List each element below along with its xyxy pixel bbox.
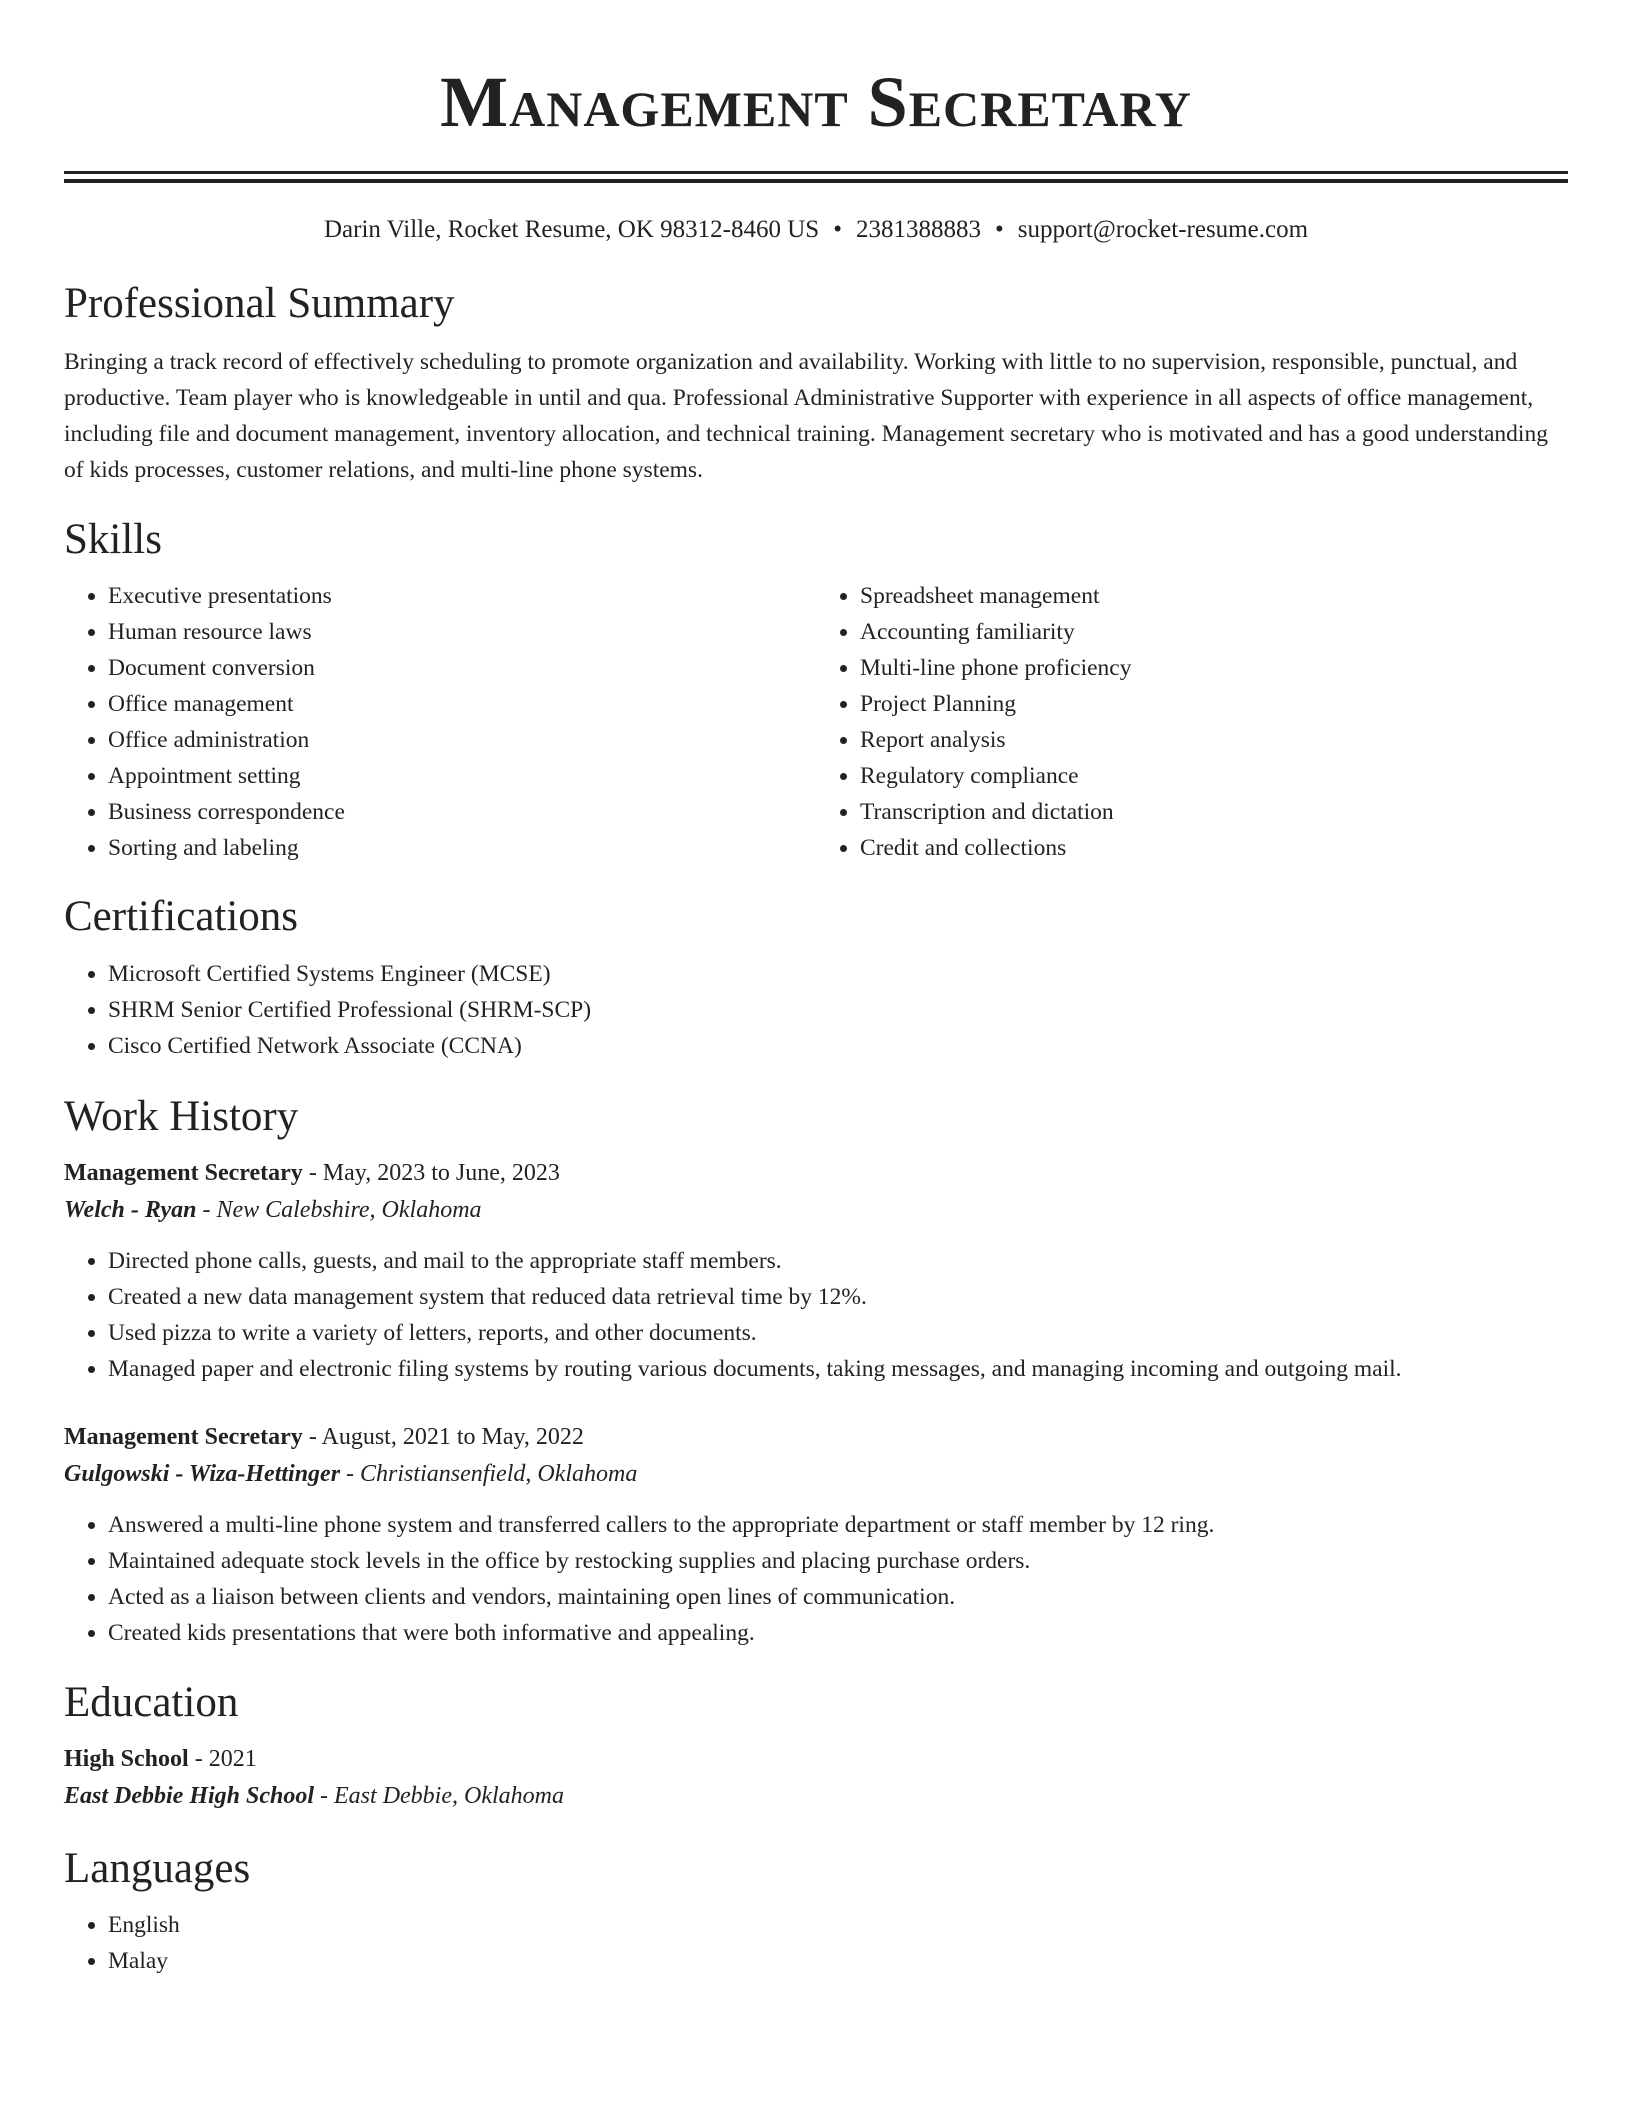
contact-email: support@rocket-resume.com — [1017, 216, 1309, 243]
job-company: Gulgowski - Wiza-Hettinger — [64, 1461, 341, 1487]
skill-item: • Report analysis — [860, 722, 1568, 758]
skill-item: • Sorting and labeling — [108, 830, 816, 866]
education-degree: High School — [64, 1746, 189, 1772]
contact-address: Darin Ville, Rocket Resume, OK 98312-8460 US — [323, 216, 820, 243]
job-title-line — [64, 1419, 1568, 1455]
education-degree-line — [64, 1741, 1568, 1777]
skill-item: • Document conversion — [108, 650, 816, 686]
job-entry — [64, 1419, 1568, 1651]
job-location: - New Calebshire, Oklahoma — [196, 1197, 482, 1223]
skill-item: • Transcription and dictation — [860, 794, 1568, 830]
job-duty-item: • Maintained adequate stock levels in the office by restocking supplies and placing purchase orders. — [108, 1543, 1568, 1579]
skills-heading: Skills — [64, 516, 162, 563]
resume-title: Management Secretary — [440, 62, 1192, 142]
certification-item: • SHRM Senior Certified Professional (SHRM-SCP) — [108, 992, 1568, 1028]
certifications-heading: Certifications — [64, 893, 299, 940]
job-duty-item: • Created kids presentations that were both informative and appealing. — [108, 1615, 1568, 1651]
education-location: - East Debbie, Oklahoma — [314, 1783, 564, 1809]
job-duty-item: • Directed phone calls, guests, and mail to the appropriate staff members. — [108, 1243, 1568, 1279]
job-duty-item: • Managed paper and electronic filing systems by routing various documents, taking messages, and managing incoming and outgoing mail. — [108, 1351, 1568, 1387]
job-title-line — [64, 1155, 1568, 1191]
skills-list — [64, 578, 1568, 866]
job-dates: - August, 2021 to May, 2022 — [302, 1424, 584, 1450]
skill-item: • Business correspondence — [108, 794, 816, 830]
education-school: East Debbie High School — [64, 1783, 315, 1809]
job-duty-item: • Created a new data management system that reduced data retrieval time by 12%. — [108, 1279, 1568, 1315]
skills-column-left — [64, 578, 816, 866]
skill-item: • Office management — [108, 686, 816, 722]
title-divider — [64, 171, 1568, 183]
summary-text: Bringing a track record of effectively scheduling to promote organization and availability. Working with little to no supervision, responsible, punctual, and productive. Team player who is knowledgeable in until and qua. Professional Administrative Supporter with experience in all aspects of office management, including file and document management, inventory allocation, and technical training. Management secretary who is motivated and has a good understanding of kids processes, customer relations, and multi-line phone systems. — [64, 349, 1548, 483]
job-dates: - May, 2023 to June, 2023 — [302, 1160, 560, 1186]
skill-item: • Executive presentations — [108, 578, 816, 614]
certifications-list — [64, 956, 1568, 1064]
job-duties-list — [64, 1507, 1568, 1651]
skill-item: • Multi-line phone proficiency — [860, 650, 1568, 686]
skill-item: • Regulatory compliance — [860, 758, 1568, 794]
summary-heading: Professional Summary — [64, 280, 455, 327]
language-item: • English — [108, 1907, 1568, 1943]
education-heading: Education — [64, 1679, 239, 1726]
skills-column-right — [816, 578, 1568, 866]
languages-heading: Languages — [64, 1845, 251, 1892]
work-history-heading: Work History — [64, 1093, 299, 1140]
job-company-line — [64, 1191, 1568, 1229]
skill-item: • Spreadsheet management — [860, 578, 1568, 614]
skill-item: • Office administration — [108, 722, 816, 758]
job-duty-item: • Used pizza to write a variety of letters, reports, and other documents. — [108, 1315, 1568, 1351]
job-title: Management Secretary — [64, 1160, 303, 1186]
job-duty-item: • Answered a multi-line phone system and transferred callers to the appropriate department or staff member by 12 ring. — [108, 1507, 1568, 1543]
job-duties-list — [64, 1243, 1568, 1387]
language-item: • Malay — [108, 1943, 1568, 1979]
certification-item: • Cisco Certified Network Associate (CCNA) — [108, 1028, 1568, 1064]
education-school-line — [64, 1777, 1568, 1815]
education-year: - 2021 — [188, 1746, 257, 1772]
skill-item: • Accounting familiarity — [860, 614, 1568, 650]
skill-item: • Project Planning — [860, 686, 1568, 722]
job-company: Welch - Ryan — [64, 1197, 197, 1223]
job-duty-item: • Acted as a liaison between clients and vendors, maintaining open lines of communication. — [108, 1579, 1568, 1615]
contact-separator: • — [994, 216, 1004, 243]
education-entry — [64, 1741, 1568, 1815]
job-company-line — [64, 1455, 1568, 1493]
contact-line — [64, 213, 1568, 247]
skill-item: • Appointment setting — [108, 758, 816, 794]
skill-item: • Human resource laws — [108, 614, 816, 650]
skill-item: • Credit and collections — [860, 830, 1568, 866]
contact-phone: 2381388883 — [855, 216, 981, 243]
languages-list — [64, 1907, 1568, 1979]
job-entry — [64, 1155, 1568, 1387]
job-location: - Christiansenfield, Oklahoma — [340, 1461, 638, 1487]
certification-item: • Microsoft Certified Systems Engineer (MCSE) — [108, 956, 1568, 992]
contact-separator: • — [833, 216, 842, 243]
job-title: Management Secretary — [64, 1424, 303, 1450]
